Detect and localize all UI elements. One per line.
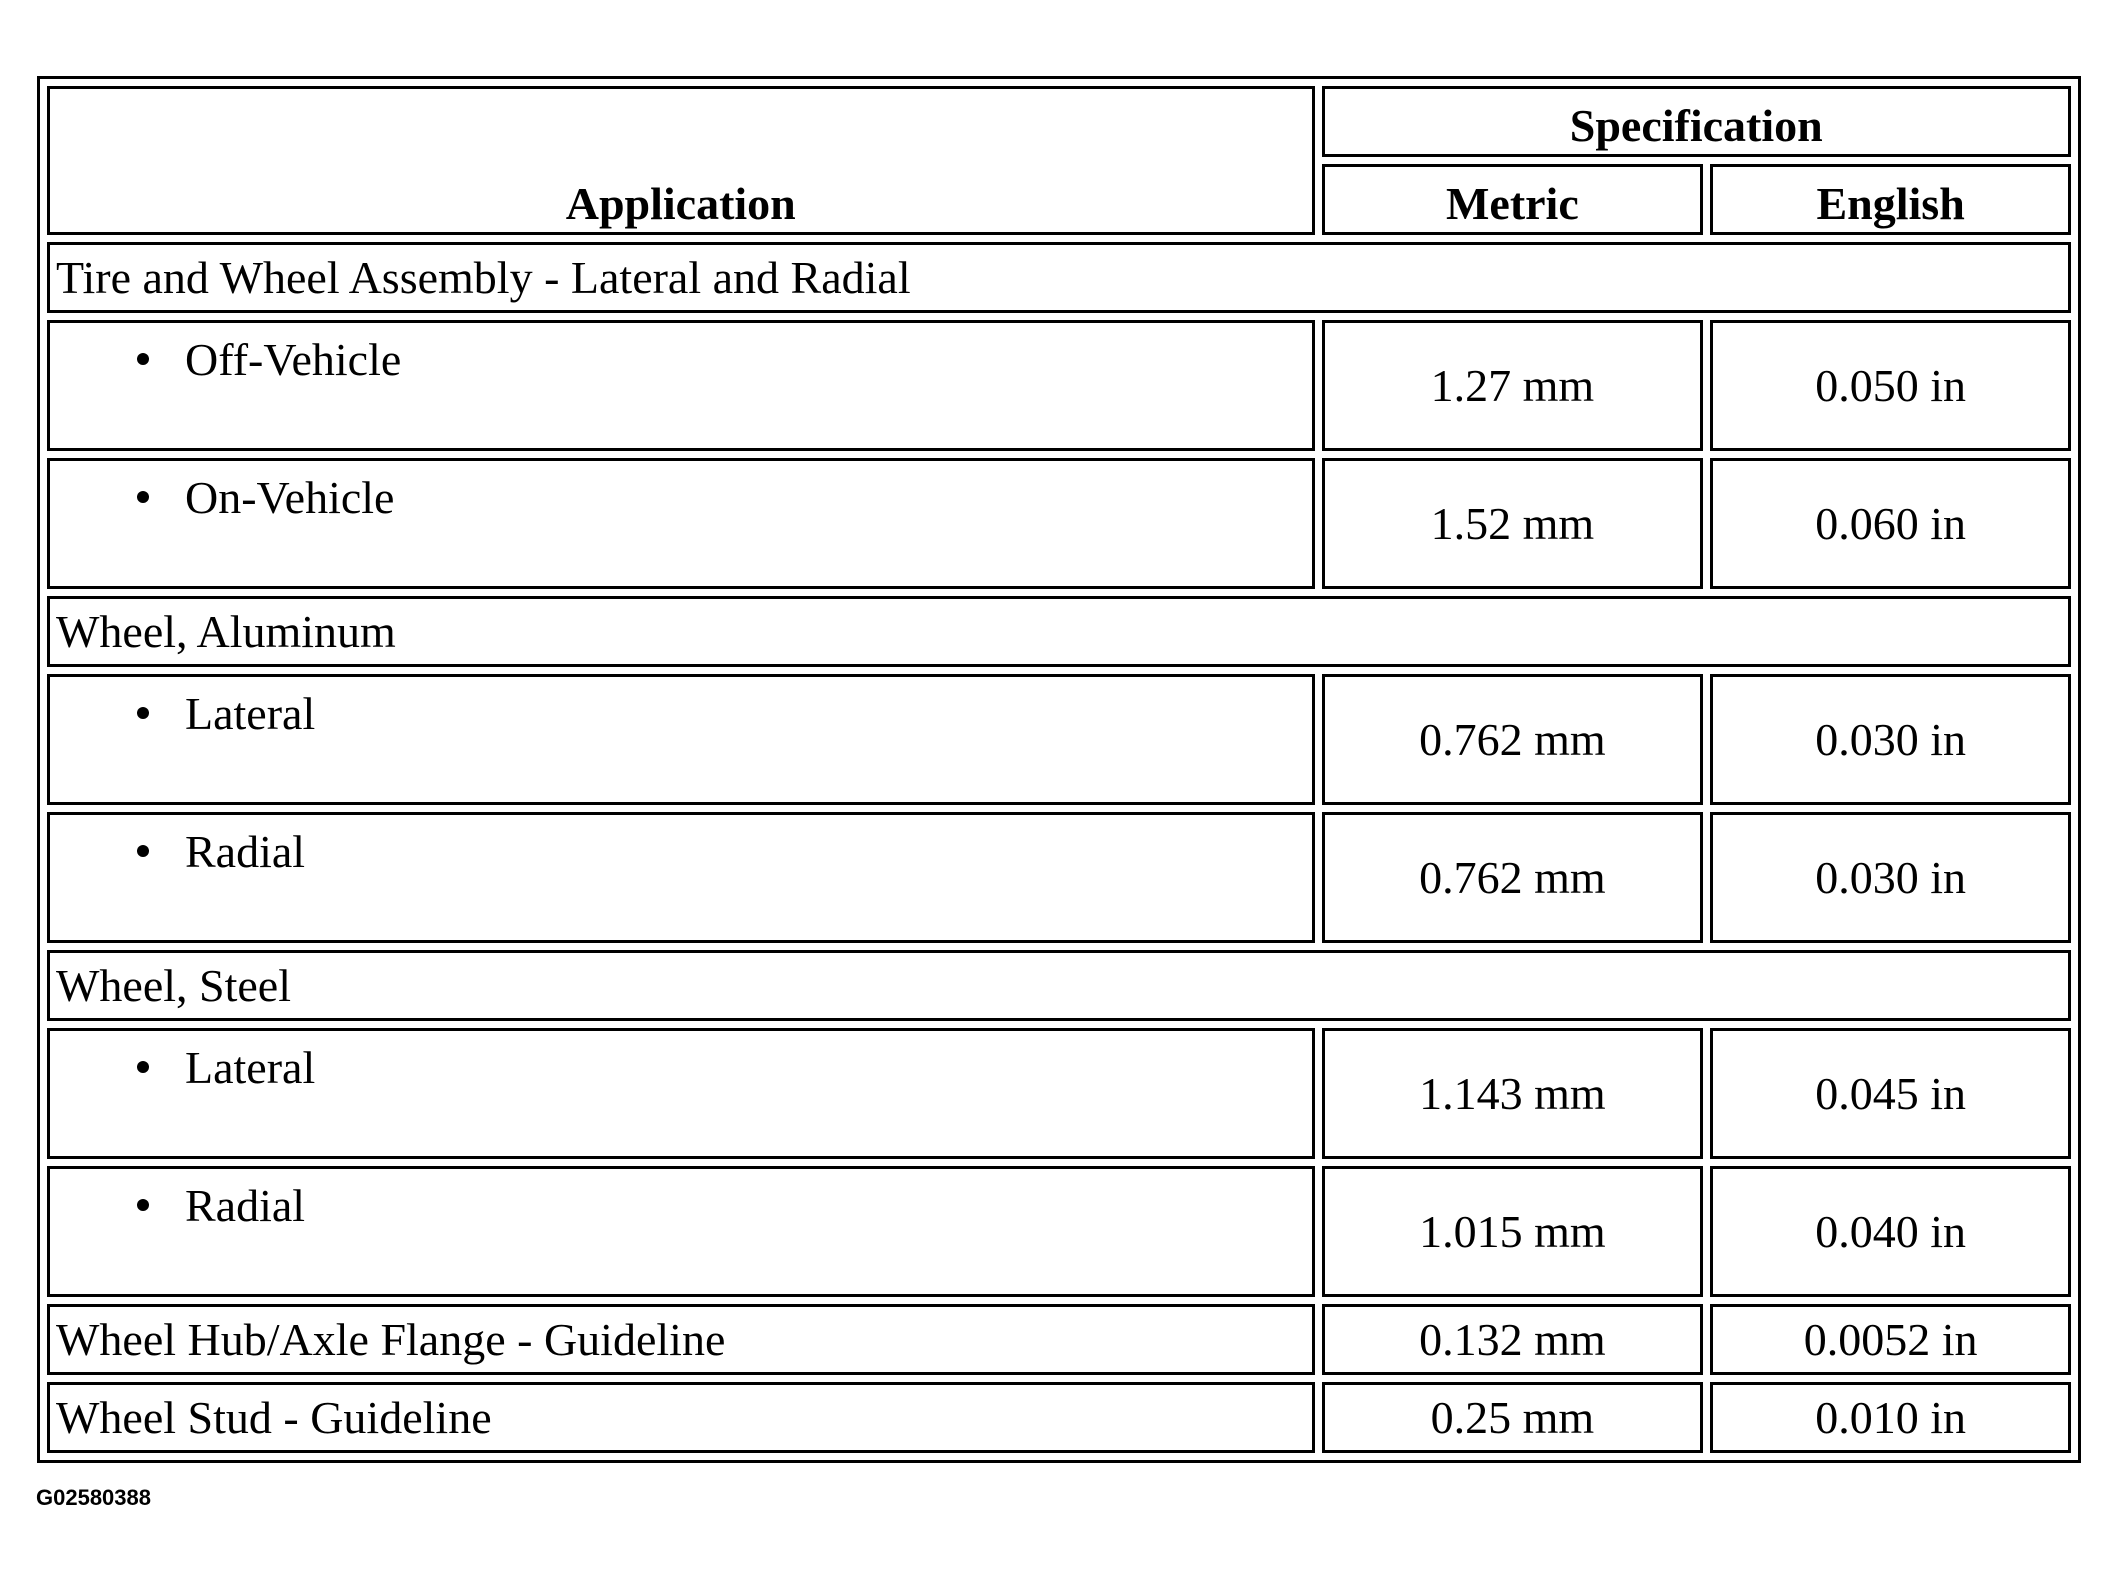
metric-value: 0.762 mm [1322, 674, 1704, 805]
bullet-item [137, 825, 1305, 878]
table-row [47, 320, 2071, 451]
english-value: 0.040 in [1710, 1166, 2071, 1297]
section-row [47, 950, 2071, 1021]
section-label: Wheel, Aluminum [47, 596, 2071, 667]
metric-value: 1.27 mm [1322, 320, 1704, 451]
english-header: English [1710, 164, 2071, 235]
table-row [47, 1304, 2071, 1375]
english-value: 0.060 in [1710, 458, 2071, 589]
section-row [47, 242, 2071, 313]
bullet-item [137, 333, 1305, 386]
bullet-icon [137, 1199, 149, 1211]
bullet-icon [137, 707, 149, 719]
bullet-item [137, 1041, 1305, 1094]
metric-value: 1.52 mm [1322, 458, 1704, 589]
bullet-item [137, 471, 1305, 524]
english-value: 0.050 in [1710, 320, 2071, 451]
item-label-cell [47, 1166, 1315, 1297]
item-label-cell [47, 812, 1315, 943]
table-row [47, 1028, 2071, 1159]
bullet-icon [137, 1061, 149, 1073]
metric-value: 1.015 mm [1322, 1166, 1704, 1297]
metric-value: 0.25 mm [1322, 1382, 1704, 1453]
bullet-item [137, 687, 1305, 740]
item-label-cell [47, 320, 1315, 451]
metric-value: 0.762 mm [1322, 812, 1704, 943]
metric-value: 1.143 mm [1322, 1028, 1704, 1159]
section-row [47, 596, 2071, 667]
item-label: Lateral [185, 688, 316, 739]
section-label: Wheel, Steel [47, 950, 2071, 1021]
english-value: 0.030 in [1710, 674, 2071, 805]
figure-id: G02580388 [36, 1485, 151, 1510]
item-label-cell [47, 674, 1315, 805]
section-label: Tire and Wheel Assembly - Lateral and Radial [47, 242, 2071, 313]
table-row [47, 812, 2071, 943]
specification-header: Specification [1322, 86, 2072, 157]
application-label: Wheel Hub/Axle Flange - Guideline [47, 1304, 1315, 1375]
bullet-icon [137, 491, 149, 503]
english-value: 0.010 in [1710, 1382, 2071, 1453]
header-row-top [47, 86, 2071, 157]
bullet-item [137, 1179, 1305, 1232]
item-label: Lateral [185, 1042, 316, 1093]
specification-table [37, 76, 2081, 1463]
application-header: Application [47, 86, 1315, 235]
item-label: Radial [185, 826, 306, 877]
english-value: 0.030 in [1710, 812, 2071, 943]
bullet-icon [137, 353, 149, 365]
item-label: On-Vehicle [185, 472, 395, 523]
metric-value: 0.132 mm [1322, 1304, 1704, 1375]
metric-header: Metric [1322, 164, 1704, 235]
item-label-cell [47, 458, 1315, 589]
table-row [47, 1382, 2071, 1453]
table-row [47, 1166, 2071, 1297]
item-label: Off-Vehicle [185, 334, 402, 385]
item-label: Radial [185, 1180, 306, 1231]
bullet-icon [137, 845, 149, 857]
english-value: 0.045 in [1710, 1028, 2071, 1159]
item-label-cell [47, 1028, 1315, 1159]
table-row [47, 458, 2071, 589]
application-label: Wheel Stud - Guideline [47, 1382, 1315, 1453]
english-value: 0.0052 in [1710, 1304, 2071, 1375]
table-row [47, 674, 2071, 805]
